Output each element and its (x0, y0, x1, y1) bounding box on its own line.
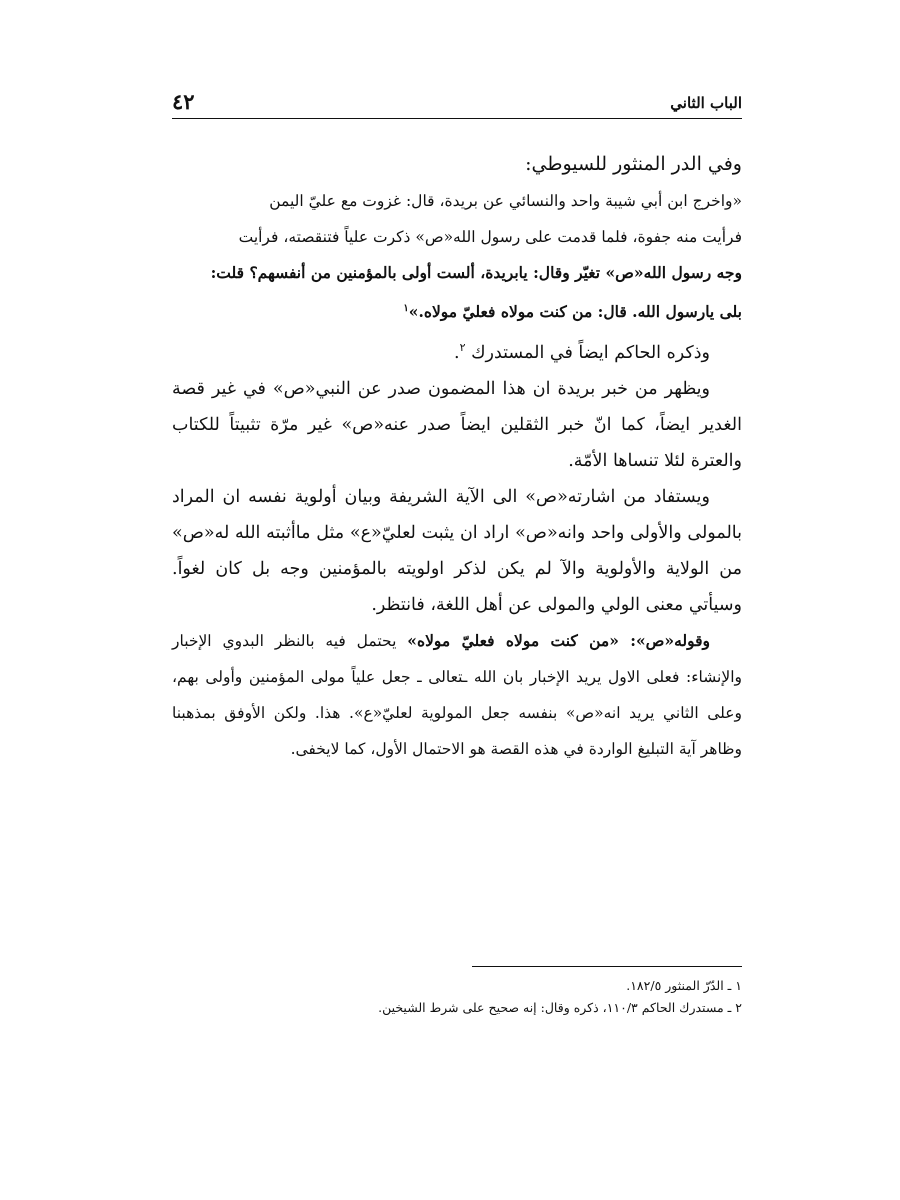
paragraph-4-text: يحتمل فيه بالنظر البدوي الإخبار والإنشاء: فعلى الاول يريد الإخبار بان الله ـتعالى ـ جعل علياً مولى المؤمنين وأولى بهم، وعلى الثاني يريد انه«ص» بنفسه جعل المولوية لعليّ«ع». هذا. ولكن الأوفق بمذهبنا وظاهر آية التبليغ الواردة في هذه القصة هو الاحتمال الأول، كما لايخفى. (172, 631, 742, 758)
footnote-divider (472, 966, 742, 967)
quote-last-text: بلى يارسول الله. قال: من كنت مولاه فعليّ مولاه.» (408, 302, 742, 322)
intro-line: وفي الدر المنثور للسيوطي: (525, 153, 742, 175)
page-number: ٤٢ (172, 89, 195, 114)
paragraph-1-text: وذكره الحاكم ايضاً في المستدرك (471, 342, 710, 363)
paragraph-2: ويظهر من خبر بريدة ان هذا المضمون صدر عن النبي«ص» في غير قصة الغدير ايضاً، كما انّ خبر الثقلين ايضاً صدر عنه«ص» غير مرّة تثبيتاً للكتاب والعترة لئلا تنساها الأمّة. (172, 378, 742, 471)
paragraph-1: وذكره الحاكم ايضاً في المستدرك $^٢$. (454, 341, 710, 363)
quote-line: وجه رسول الله«ص» تغيّر وقال: يابريدة، ألست أولى بالمؤمنين من أنفسهم؟ قلت: (210, 263, 742, 282)
footnote-1: ١ ـ الدّرّ المنثور ١٨٢/٥. (626, 978, 742, 993)
main-text (172, 145, 742, 767)
running-header (172, 88, 742, 119)
chapter-title: الباب الثاني (670, 94, 742, 112)
footnote-ref-1: ١ (403, 303, 409, 314)
quote-block (172, 183, 742, 330)
paragraph-3: ويستفاد من اشارته«ص» الى الآية الشريفة وبيان أولوية نفسه ان المراد بالمولى والأولى واحد وانه«ص» اراد ان يثبت لعليّ«ع» مثل ماأثبته الله له«ص» من الولاية والأولوية والآ لم يكن لذكر اولويته بالمؤمنين وجه بل كان لغواً. وسيأتي معنى الولي والمولى عن أهل اللغة، فانتظر. (172, 486, 742, 615)
footnote-2: ٢ ـ مستدرك الحاكم ١١٠/٣، ذكره وقال: إنه صحيح على شرط الشيخين. (378, 1000, 742, 1015)
quote-line: «واخرج ابن أبي شيبة واحد والنسائي عن بريدة، قال: غزوت مع عليّ اليمن (269, 192, 742, 210)
footnote-ref-2: ٢ (459, 341, 466, 355)
quote-line (172, 291, 742, 330)
footnotes (172, 975, 742, 1019)
paragraph-4-lead: وقوله«ص»: «من كنت مولاه فعليّ مولاه» (407, 630, 711, 650)
quote-line: فرأيت منه جفوة، فلما قدمت على رسول الله«ص» ذكرت علياً فتنقصته، فرأيت (238, 228, 742, 246)
paragraph-4 (172, 623, 742, 767)
